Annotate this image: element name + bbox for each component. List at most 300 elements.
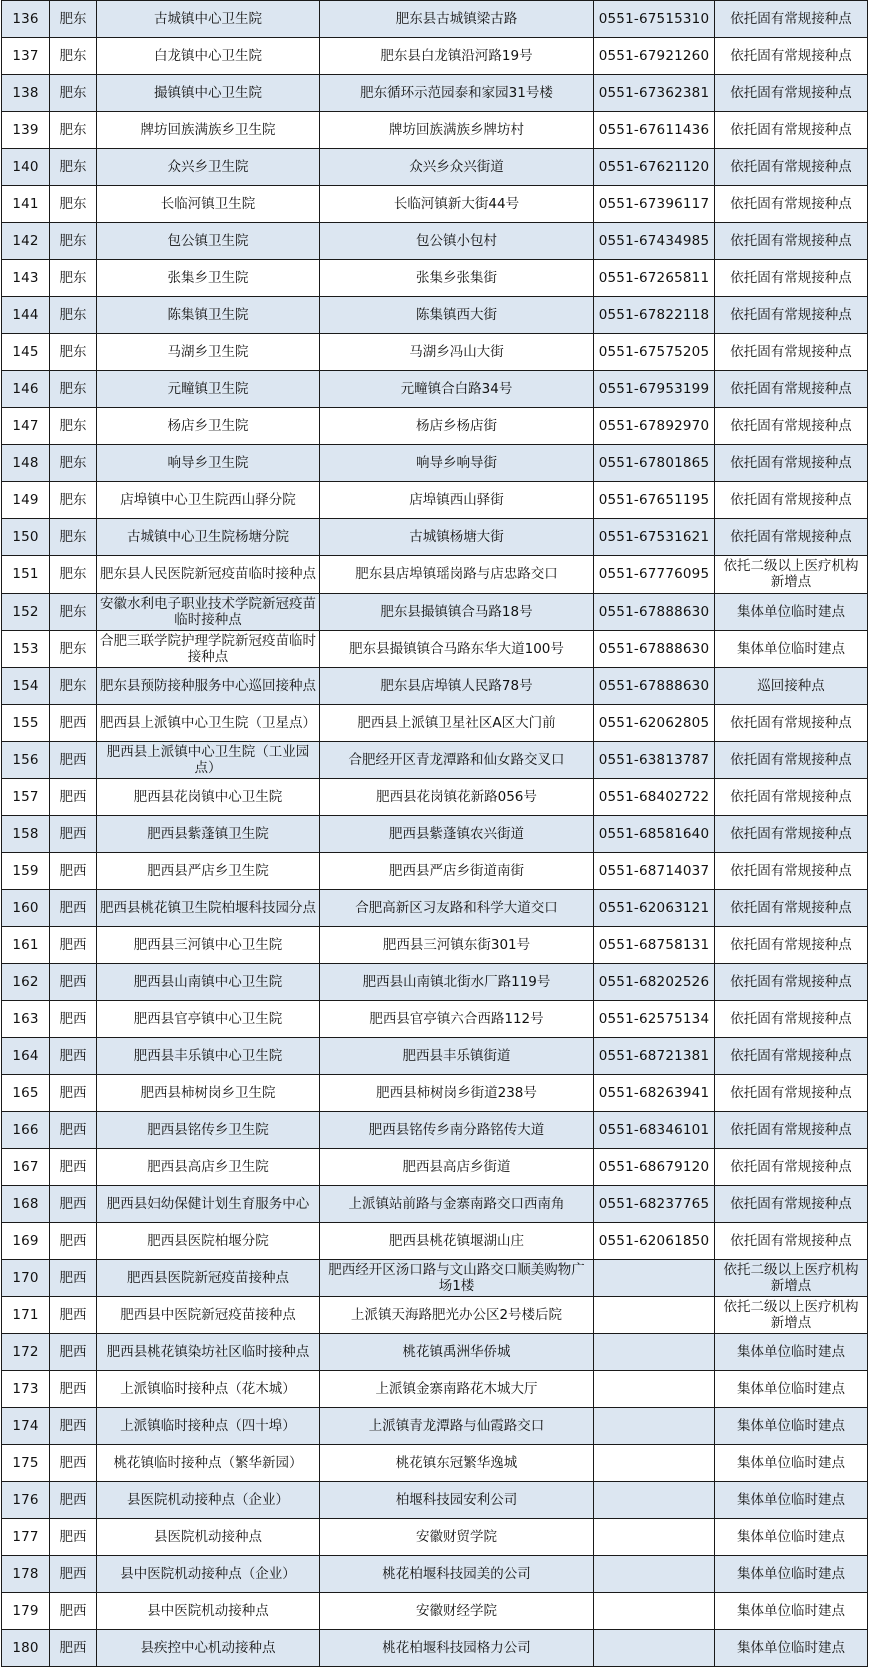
address-cell: 肥西县桃花镇堰湖山庄 xyxy=(320,1223,594,1260)
table-row xyxy=(2,1334,868,1371)
site-type-cell: 集体单位临时建点 xyxy=(715,1556,868,1593)
site-type-cell: 集体单位临时建点 xyxy=(715,630,868,667)
row-number: 164 xyxy=(2,1037,50,1074)
site-type-cell: 依托固有常规接种点 xyxy=(715,408,868,445)
district-cell: 肥东 xyxy=(50,75,97,112)
row-number: 143 xyxy=(2,260,50,297)
district-cell: 肥东 xyxy=(50,38,97,75)
table-row xyxy=(2,149,868,186)
site-type-cell: 集体单位临时建点 xyxy=(715,1630,868,1667)
table-row xyxy=(2,852,868,889)
site-name-cell: 肥东县预防接种服务中心巡回接种点 xyxy=(97,667,320,704)
row-number: 174 xyxy=(2,1408,50,1445)
phone-cell: 0551-67776095 xyxy=(594,556,715,593)
row-number: 178 xyxy=(2,1556,50,1593)
table-row xyxy=(2,75,868,112)
row-number: 149 xyxy=(2,482,50,519)
site-name-cell: 肥西县山南镇中心卫生院 xyxy=(97,963,320,1000)
row-number: 146 xyxy=(2,371,50,408)
district-cell: 肥西 xyxy=(50,704,97,741)
site-type-cell: 集体单位临时建点 xyxy=(715,1482,868,1519)
phone-cell xyxy=(594,1593,715,1630)
district-cell: 肥西 xyxy=(50,963,97,1000)
table-row xyxy=(2,38,868,75)
site-type-cell: 依托固有常规接种点 xyxy=(715,963,868,1000)
address-cell: 肥西县三河镇东街301号 xyxy=(320,926,594,963)
address-cell: 牌坊回族满族乡牌坊村 xyxy=(320,112,594,149)
row-number: 170 xyxy=(2,1260,50,1297)
district-cell: 肥西 xyxy=(50,1519,97,1556)
row-number: 153 xyxy=(2,630,50,667)
site-name-cell: 肥西县桃花镇染坊社区临时接种点 xyxy=(97,1334,320,1371)
site-name-cell: 马湖乡卫生院 xyxy=(97,334,320,371)
site-name-cell: 肥西县官亭镇中心卫生院 xyxy=(97,1000,320,1037)
table-row xyxy=(2,963,868,1000)
phone-cell xyxy=(594,1482,715,1519)
site-name-cell: 肥西县柿树岗乡卫生院 xyxy=(97,1074,320,1111)
site-name-cell: 长临河镇卫生院 xyxy=(97,186,320,223)
district-cell: 肥东 xyxy=(50,1,97,38)
address-cell: 张集乡张集街 xyxy=(320,260,594,297)
address-cell: 上派镇金寨南路花木城大厅 xyxy=(320,1371,594,1408)
site-type-cell: 集体单位临时建点 xyxy=(715,1334,868,1371)
table-row xyxy=(2,926,868,963)
site-type-cell: 依托固有常规接种点 xyxy=(715,297,868,334)
address-cell: 肥西县柿树岗乡街道238号 xyxy=(320,1074,594,1111)
phone-cell: 0551-67888630 xyxy=(594,667,715,704)
table-row xyxy=(2,297,868,334)
site-type-cell: 依托固有常规接种点 xyxy=(715,1000,868,1037)
phone-cell: 0551-67801865 xyxy=(594,445,715,482)
address-cell: 柏堰科技园安利公司 xyxy=(320,1482,594,1519)
row-number: 160 xyxy=(2,889,50,926)
district-cell: 肥西 xyxy=(50,1037,97,1074)
district-cell: 肥西 xyxy=(50,1148,97,1185)
phone-cell: 0551-67515310 xyxy=(594,1,715,38)
site-name-cell: 县疾控中心机动接种点 xyxy=(97,1630,320,1667)
phone-cell: 0551-67396117 xyxy=(594,186,715,223)
row-number: 154 xyxy=(2,667,50,704)
site-name-cell: 牌坊回族满族乡卫生院 xyxy=(97,112,320,149)
address-cell: 众兴乡众兴街道 xyxy=(320,149,594,186)
row-number: 161 xyxy=(2,926,50,963)
district-cell: 肥东 xyxy=(50,482,97,519)
site-type-cell: 集体单位临时建点 xyxy=(715,593,868,630)
address-cell: 响导乡响导街 xyxy=(320,445,594,482)
row-number: 140 xyxy=(2,149,50,186)
phone-cell: 0551-68714037 xyxy=(594,852,715,889)
table-row xyxy=(2,1297,868,1334)
address-cell: 包公镇小包村 xyxy=(320,223,594,260)
district-cell: 肥西 xyxy=(50,1371,97,1408)
row-number: 177 xyxy=(2,1519,50,1556)
table-row xyxy=(2,1000,868,1037)
site-name-cell: 店埠镇中心卫生院西山驿分院 xyxy=(97,482,320,519)
site-name-cell: 肥西县中医院新冠疫苗接种点 xyxy=(97,1297,320,1334)
site-type-cell: 依托固有常规接种点 xyxy=(715,1186,868,1223)
district-cell: 肥西 xyxy=(50,778,97,815)
row-number: 169 xyxy=(2,1223,50,1260)
table-row xyxy=(2,1519,868,1556)
row-number: 137 xyxy=(2,38,50,75)
site-name-cell: 肥西县紫蓬镇卫生院 xyxy=(97,815,320,852)
table-row xyxy=(2,1223,868,1260)
district-cell: 肥西 xyxy=(50,1260,97,1297)
table-row xyxy=(2,889,868,926)
address-cell: 肥东县撮镇镇合马路18号 xyxy=(320,593,594,630)
site-type-cell: 依托固有常规接种点 xyxy=(715,445,868,482)
phone-cell: 0551-67651195 xyxy=(594,482,715,519)
phone-cell xyxy=(594,1260,715,1297)
row-number: 162 xyxy=(2,963,50,1000)
district-cell: 肥东 xyxy=(50,149,97,186)
site-type-cell: 依托固有常规接种点 xyxy=(715,741,868,778)
address-cell: 肥西县高店乡街道 xyxy=(320,1148,594,1185)
district-cell: 肥西 xyxy=(50,1445,97,1482)
phone-cell: 0551-67531621 xyxy=(594,519,715,556)
table-row xyxy=(2,334,868,371)
table-row xyxy=(2,1593,868,1630)
address-cell: 桃花镇东冠繁华逸城 xyxy=(320,1445,594,1482)
address-cell: 肥西县官亭镇六合西路112号 xyxy=(320,1000,594,1037)
phone-cell: 0551-68581640 xyxy=(594,815,715,852)
site-name-cell: 合肥三联学院护理学院新冠疫苗临时接种点 xyxy=(97,630,320,667)
site-name-cell: 肥西县花岗镇中心卫生院 xyxy=(97,778,320,815)
site-type-cell: 依托固有常规接种点 xyxy=(715,75,868,112)
site-name-cell: 县医院机动接种点 xyxy=(97,1519,320,1556)
district-cell: 肥东 xyxy=(50,445,97,482)
row-number: 151 xyxy=(2,556,50,593)
table-row xyxy=(2,1037,868,1074)
site-name-cell: 安徽水利电子职业技术学院新冠疫苗临时接种点 xyxy=(97,593,320,630)
phone-cell: 0551-68721381 xyxy=(594,1037,715,1074)
site-type-cell: 依托固有常规接种点 xyxy=(715,482,868,519)
phone-cell xyxy=(594,1334,715,1371)
site-type-cell: 依托固有常规接种点 xyxy=(715,1037,868,1074)
site-name-cell: 上派镇临时接种点（花木城） xyxy=(97,1371,320,1408)
site-type-cell: 依托固有常规接种点 xyxy=(715,704,868,741)
site-name-cell: 包公镇卫生院 xyxy=(97,223,320,260)
district-cell: 肥西 xyxy=(50,1482,97,1519)
phone-cell: 0551-62063121 xyxy=(594,889,715,926)
row-number: 158 xyxy=(2,815,50,852)
district-cell: 肥东 xyxy=(50,260,97,297)
table-row xyxy=(2,408,868,445)
address-cell: 古城镇杨塘大街 xyxy=(320,519,594,556)
table-row xyxy=(2,186,868,223)
site-type-cell: 依托固有常规接种点 xyxy=(715,1223,868,1260)
district-cell: 肥东 xyxy=(50,186,97,223)
table-row xyxy=(2,519,868,556)
address-cell: 肥西县丰乐镇街道 xyxy=(320,1037,594,1074)
district-cell: 肥西 xyxy=(50,926,97,963)
address-cell: 桃花柏堰科技园美的公司 xyxy=(320,1556,594,1593)
district-cell: 肥西 xyxy=(50,1000,97,1037)
site-name-cell: 众兴乡卫生院 xyxy=(97,149,320,186)
table-body xyxy=(2,1,868,1667)
phone-cell: 0551-67888630 xyxy=(594,593,715,630)
site-type-cell: 依托固有常规接种点 xyxy=(715,223,868,260)
phone-cell: 0551-67921260 xyxy=(594,38,715,75)
row-number: 142 xyxy=(2,223,50,260)
phone-cell: 0551-67892970 xyxy=(594,408,715,445)
site-type-cell: 依托固有常规接种点 xyxy=(715,334,868,371)
site-type-cell: 依托固有常规接种点 xyxy=(715,1148,868,1185)
site-type-cell: 依托固有常规接种点 xyxy=(715,371,868,408)
address-cell: 上派镇青龙潭路与仙霞路交口 xyxy=(320,1408,594,1445)
row-number: 159 xyxy=(2,852,50,889)
site-name-cell: 县中医院机动接种点 xyxy=(97,1593,320,1630)
table-row xyxy=(2,556,868,593)
site-name-cell: 肥西县医院新冠疫苗接种点 xyxy=(97,1260,320,1297)
row-number: 148 xyxy=(2,445,50,482)
address-cell: 桃花镇禹洲华侨城 xyxy=(320,1334,594,1371)
phone-cell xyxy=(594,1445,715,1482)
address-cell: 肥西经开区汤口路与文山路交口顺美购物广场1楼 xyxy=(320,1260,594,1297)
address-cell: 上派镇天海路肥光办公区2号楼后院 xyxy=(320,1297,594,1334)
row-number: 147 xyxy=(2,408,50,445)
table-row xyxy=(2,667,868,704)
district-cell: 肥西 xyxy=(50,741,97,778)
row-number: 179 xyxy=(2,1593,50,1630)
row-number: 157 xyxy=(2,778,50,815)
site-type-cell: 依托固有常规接种点 xyxy=(715,889,868,926)
phone-cell: 0551-68202526 xyxy=(594,963,715,1000)
site-type-cell: 依托固有常规接种点 xyxy=(715,852,868,889)
table-row xyxy=(2,1111,868,1148)
site-name-cell: 肥东县人民医院新冠疫苗临时接种点 xyxy=(97,556,320,593)
phone-cell: 0551-62061850 xyxy=(594,1223,715,1260)
address-cell: 肥东县古城镇梁古路 xyxy=(320,1,594,38)
district-cell: 肥东 xyxy=(50,334,97,371)
address-cell: 安徽财经学院 xyxy=(320,1593,594,1630)
phone-cell: 0551-67434985 xyxy=(594,223,715,260)
phone-cell: 0551-67953199 xyxy=(594,371,715,408)
row-number: 152 xyxy=(2,593,50,630)
phone-cell xyxy=(594,1519,715,1556)
table-row xyxy=(2,1371,868,1408)
district-cell: 肥东 xyxy=(50,408,97,445)
site-name-cell: 肥西县铭传乡卫生院 xyxy=(97,1111,320,1148)
address-cell: 元疃镇合白路34号 xyxy=(320,371,594,408)
address-cell: 杨店乡杨店街 xyxy=(320,408,594,445)
site-name-cell: 肥西县妇幼保健计划生育服务中心 xyxy=(97,1186,320,1223)
phone-cell xyxy=(594,1630,715,1667)
table-row xyxy=(2,482,868,519)
district-cell: 肥东 xyxy=(50,556,97,593)
phone-cell: 0551-68346101 xyxy=(594,1111,715,1148)
site-name-cell: 县中医院机动接种点（企业） xyxy=(97,1556,320,1593)
phone-cell: 0551-67888630 xyxy=(594,630,715,667)
address-cell: 桃花柏堰科技园格力公司 xyxy=(320,1630,594,1667)
site-name-cell: 肥西县桃花镇卫生院柏堰科技园分点 xyxy=(97,889,320,926)
site-type-cell: 集体单位临时建点 xyxy=(715,1408,868,1445)
address-cell: 肥西县花岗镇花新路056号 xyxy=(320,778,594,815)
row-number: 166 xyxy=(2,1111,50,1148)
site-type-cell: 巡回接种点 xyxy=(715,667,868,704)
phone-cell: 0551-62062805 xyxy=(594,704,715,741)
site-type-cell: 依托二级以上医疗机构新增点 xyxy=(715,1260,868,1297)
row-number: 172 xyxy=(2,1334,50,1371)
phone-cell: 0551-68237765 xyxy=(594,1186,715,1223)
phone-cell: 0551-62575134 xyxy=(594,1000,715,1037)
site-type-cell: 依托固有常规接种点 xyxy=(715,112,868,149)
address-cell: 店埠镇西山驿街 xyxy=(320,482,594,519)
site-name-cell: 响导乡卫生院 xyxy=(97,445,320,482)
district-cell: 肥东 xyxy=(50,593,97,630)
table-row xyxy=(2,1445,868,1482)
district-cell: 肥西 xyxy=(50,815,97,852)
address-cell: 肥东县白龙镇沿河路19号 xyxy=(320,38,594,75)
phone-cell: 0551-68679120 xyxy=(594,1148,715,1185)
address-cell: 肥东县撮镇镇合马路东华大道100号 xyxy=(320,630,594,667)
site-name-cell: 桃花镇临时接种点（繁华新园） xyxy=(97,1445,320,1482)
phone-cell: 0551-67611436 xyxy=(594,112,715,149)
site-type-cell: 集体单位临时建点 xyxy=(715,1593,868,1630)
phone-cell: 0551-67822118 xyxy=(594,297,715,334)
site-name-cell: 县医院机动接种点（企业） xyxy=(97,1482,320,1519)
site-name-cell: 肥西县高店乡卫生院 xyxy=(97,1148,320,1185)
phone-cell: 0551-68402722 xyxy=(594,778,715,815)
table-row xyxy=(2,260,868,297)
phone-cell xyxy=(594,1408,715,1445)
site-type-cell: 依托固有常规接种点 xyxy=(715,519,868,556)
table-row xyxy=(2,1,868,38)
site-name-cell: 上派镇临时接种点（四十埠） xyxy=(97,1408,320,1445)
row-number: 171 xyxy=(2,1297,50,1334)
site-name-cell: 撮镇镇中心卫生院 xyxy=(97,75,320,112)
row-number: 144 xyxy=(2,297,50,334)
table-row xyxy=(2,1482,868,1519)
site-name-cell: 元疃镇卫生院 xyxy=(97,371,320,408)
site-type-cell: 集体单位临时建点 xyxy=(715,1445,868,1482)
table-row xyxy=(2,741,868,778)
district-cell: 肥东 xyxy=(50,630,97,667)
district-cell: 肥西 xyxy=(50,1630,97,1667)
site-name-cell: 肥西县丰乐镇中心卫生院 xyxy=(97,1037,320,1074)
table-row xyxy=(2,630,868,667)
table-row xyxy=(2,1186,868,1223)
site-type-cell: 依托固有常规接种点 xyxy=(715,1074,868,1111)
address-cell: 肥西县上派镇卫星社区A区大门前 xyxy=(320,704,594,741)
table-row xyxy=(2,112,868,149)
table-row xyxy=(2,778,868,815)
district-cell: 肥西 xyxy=(50,1223,97,1260)
row-number: 141 xyxy=(2,186,50,223)
address-cell: 上派镇站前路与金寨南路交口西南角 xyxy=(320,1186,594,1223)
district-cell: 肥西 xyxy=(50,1111,97,1148)
site-type-cell: 依托固有常规接种点 xyxy=(715,926,868,963)
row-number: 175 xyxy=(2,1445,50,1482)
site-name-cell: 肥西县三河镇中心卫生院 xyxy=(97,926,320,963)
address-cell: 合肥经开区青龙潭路和仙女路交叉口 xyxy=(320,741,594,778)
row-number: 176 xyxy=(2,1482,50,1519)
site-name-cell: 肥西县上派镇中心卫生院（卫星点） xyxy=(97,704,320,741)
table-row xyxy=(2,1630,868,1667)
address-cell: 肥西县紫蓬镇农兴街道 xyxy=(320,815,594,852)
site-name-cell: 肥西县医院柏堰分院 xyxy=(97,1223,320,1260)
table-row xyxy=(2,223,868,260)
district-cell: 肥东 xyxy=(50,519,97,556)
table-row xyxy=(2,1074,868,1111)
district-cell: 肥西 xyxy=(50,1556,97,1593)
site-type-cell: 依托固有常规接种点 xyxy=(715,778,868,815)
row-number: 173 xyxy=(2,1371,50,1408)
table-row xyxy=(2,1260,868,1297)
district-cell: 肥西 xyxy=(50,1408,97,1445)
row-number: 168 xyxy=(2,1186,50,1223)
phone-cell: 0551-63813787 xyxy=(594,741,715,778)
phone-cell xyxy=(594,1371,715,1408)
site-name-cell: 白龙镇中心卫生院 xyxy=(97,38,320,75)
address-cell: 肥西县严店乡街道南街 xyxy=(320,852,594,889)
site-name-cell: 肥西县上派镇中心卫生院（工业园点） xyxy=(97,741,320,778)
phone-cell xyxy=(594,1556,715,1593)
table-row xyxy=(2,593,868,630)
site-type-cell: 依托二级以上医疗机构新增点 xyxy=(715,556,868,593)
site-name-cell: 陈集镇卫生院 xyxy=(97,297,320,334)
site-type-cell: 依托二级以上医疗机构新增点 xyxy=(715,1297,868,1334)
site-type-cell: 依托固有常规接种点 xyxy=(715,1,868,38)
district-cell: 肥东 xyxy=(50,371,97,408)
table-row xyxy=(2,1148,868,1185)
site-name-cell: 肥西县严店乡卫生院 xyxy=(97,852,320,889)
address-cell: 马湖乡冯山大街 xyxy=(320,334,594,371)
site-name-cell: 古城镇中心卫生院杨塘分院 xyxy=(97,519,320,556)
table-row xyxy=(2,1556,868,1593)
row-number: 139 xyxy=(2,112,50,149)
row-number: 136 xyxy=(2,1,50,38)
address-cell: 长临河镇新大街44号 xyxy=(320,186,594,223)
address-cell: 肥东循环示范园泰和家园31号楼 xyxy=(320,75,594,112)
row-number: 163 xyxy=(2,1000,50,1037)
phone-cell: 0551-68758131 xyxy=(594,926,715,963)
site-type-cell: 集体单位临时建点 xyxy=(715,1371,868,1408)
row-number: 150 xyxy=(2,519,50,556)
table-row xyxy=(2,815,868,852)
site-type-cell: 依托固有常规接种点 xyxy=(715,260,868,297)
address-cell: 肥西县铭传乡南分路铭传大道 xyxy=(320,1111,594,1148)
table-row xyxy=(2,704,868,741)
district-cell: 肥东 xyxy=(50,297,97,334)
phone-cell: 0551-67362381 xyxy=(594,75,715,112)
row-number: 156 xyxy=(2,741,50,778)
district-cell: 肥西 xyxy=(50,889,97,926)
address-cell: 陈集镇西大街 xyxy=(320,297,594,334)
site-name-cell: 杨店乡卫生院 xyxy=(97,408,320,445)
site-type-cell: 集体单位临时建点 xyxy=(715,1519,868,1556)
district-cell: 肥西 xyxy=(50,1074,97,1111)
row-number: 167 xyxy=(2,1148,50,1185)
site-type-cell: 依托固有常规接种点 xyxy=(715,186,868,223)
table-row xyxy=(2,371,868,408)
address-cell: 合肥高新区习友路和科学大道交口 xyxy=(320,889,594,926)
row-number: 145 xyxy=(2,334,50,371)
row-number: 138 xyxy=(2,75,50,112)
site-type-cell: 依托固有常规接种点 xyxy=(715,1111,868,1148)
phone-cell: 0551-67575205 xyxy=(594,334,715,371)
site-name-cell: 张集乡卫生院 xyxy=(97,260,320,297)
district-cell: 肥东 xyxy=(50,667,97,704)
row-number: 155 xyxy=(2,704,50,741)
vaccination-site-table xyxy=(1,0,868,1667)
phone-cell: 0551-67265811 xyxy=(594,260,715,297)
site-name-cell: 古城镇中心卫生院 xyxy=(97,1,320,38)
table-row xyxy=(2,445,868,482)
row-number: 165 xyxy=(2,1074,50,1111)
address-cell: 肥东县店埠镇瑶岗路与店忠路交口 xyxy=(320,556,594,593)
district-cell: 肥西 xyxy=(50,1334,97,1371)
